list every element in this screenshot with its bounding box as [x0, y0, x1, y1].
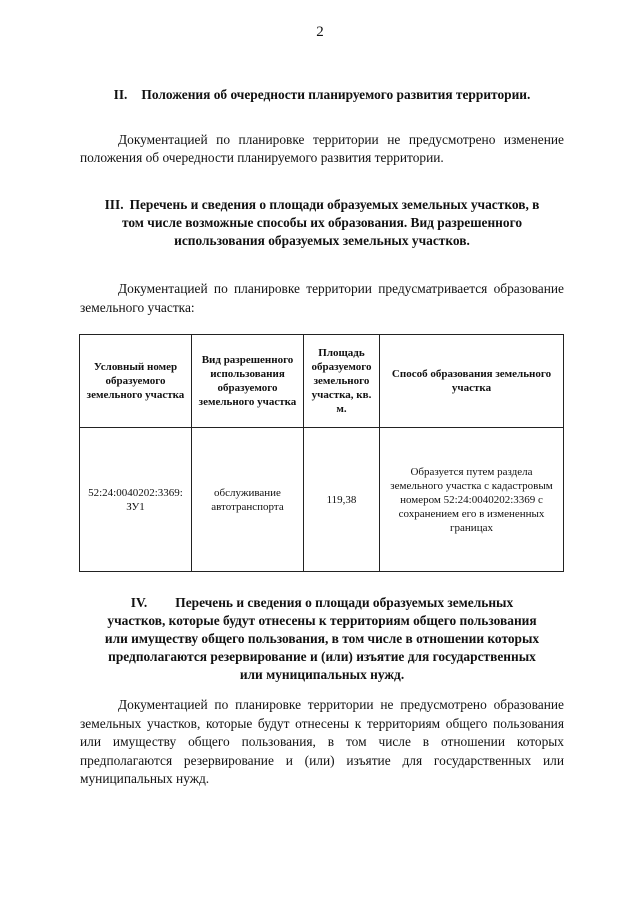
cell-area: 119,38 — [304, 428, 380, 572]
section-3-number: III. — [104, 197, 124, 212]
section-2-body: Документацией по планировке территории не предусмотрено изменение положения об очередности планируемого развития территории. — [80, 132, 564, 165]
section-3-title-line-1: Перечень и сведения о площади образуемых земельных участков, в — [129, 197, 540, 212]
section-4-title-line-4: предполагаются резервирование и (или) изъятие для государственных — [108, 649, 536, 664]
cell-plot-number: 52:24:0040202:3369: ЗУ1 — [80, 428, 192, 572]
header-formation-method: Способ образования земельного участка — [380, 335, 564, 428]
section-2-heading — [80, 86, 564, 104]
section-4-number: IV. — [130, 595, 148, 610]
land-plots-table — [79, 334, 564, 572]
section-4-title-line-5: или муниципальных нужд. — [239, 667, 405, 682]
section-4-body: Документацией по планировке территории не предусмотрено образование земельных участков, которые будут отнесены к территориям общего пользования или имуществу общего пользования, в том числе в отношении которых предполагаются резервирование и (или) изъятие для государственных или муниципальных нужд. — [80, 697, 564, 786]
section-3-title-line-3: использования образуемых земельных участков. — [174, 233, 470, 248]
table-row — [80, 428, 564, 572]
section-2-title: Положения об очередности планируемого развития территории. — [141, 87, 531, 102]
header-plot-number: Условный номер образуемого земельного участка — [80, 335, 192, 428]
page-number: 2 — [316, 24, 324, 40]
section-3-heading — [80, 196, 564, 250]
section-4-title-line-3: или имуществу общего пользования, в том числе в отношении которых — [104, 631, 540, 646]
section-4-title-line-2: участков, которые будут отнесены к территориям общего пользования — [107, 613, 537, 628]
section-4-title-line-1: Перечень и сведения о площади образуемых земельных — [175, 595, 514, 610]
section-3-title-line-2: том числе возможные способы их образования. Вид разрешенного — [121, 215, 523, 230]
header-permitted-use: Вид разрешенного использования образуемого земельного участка — [192, 335, 304, 428]
section-3-body: Документацией по планировке территории предусматривается образование земельного участка: — [80, 281, 564, 315]
cell-permitted-use: обслуживание автотранспорта — [192, 428, 304, 572]
section-2-number: II. — [113, 87, 128, 102]
cell-formation-method: Образуется путем раздела земельного участка с кадастровым номером 52:24:0040202:3369 с сохранением его в измененных границах — [380, 428, 564, 572]
header-area: Площадь образуемого земельного участка, кв. м. — [304, 335, 380, 428]
table-header-row — [80, 335, 564, 428]
section-4-heading — [80, 594, 564, 684]
